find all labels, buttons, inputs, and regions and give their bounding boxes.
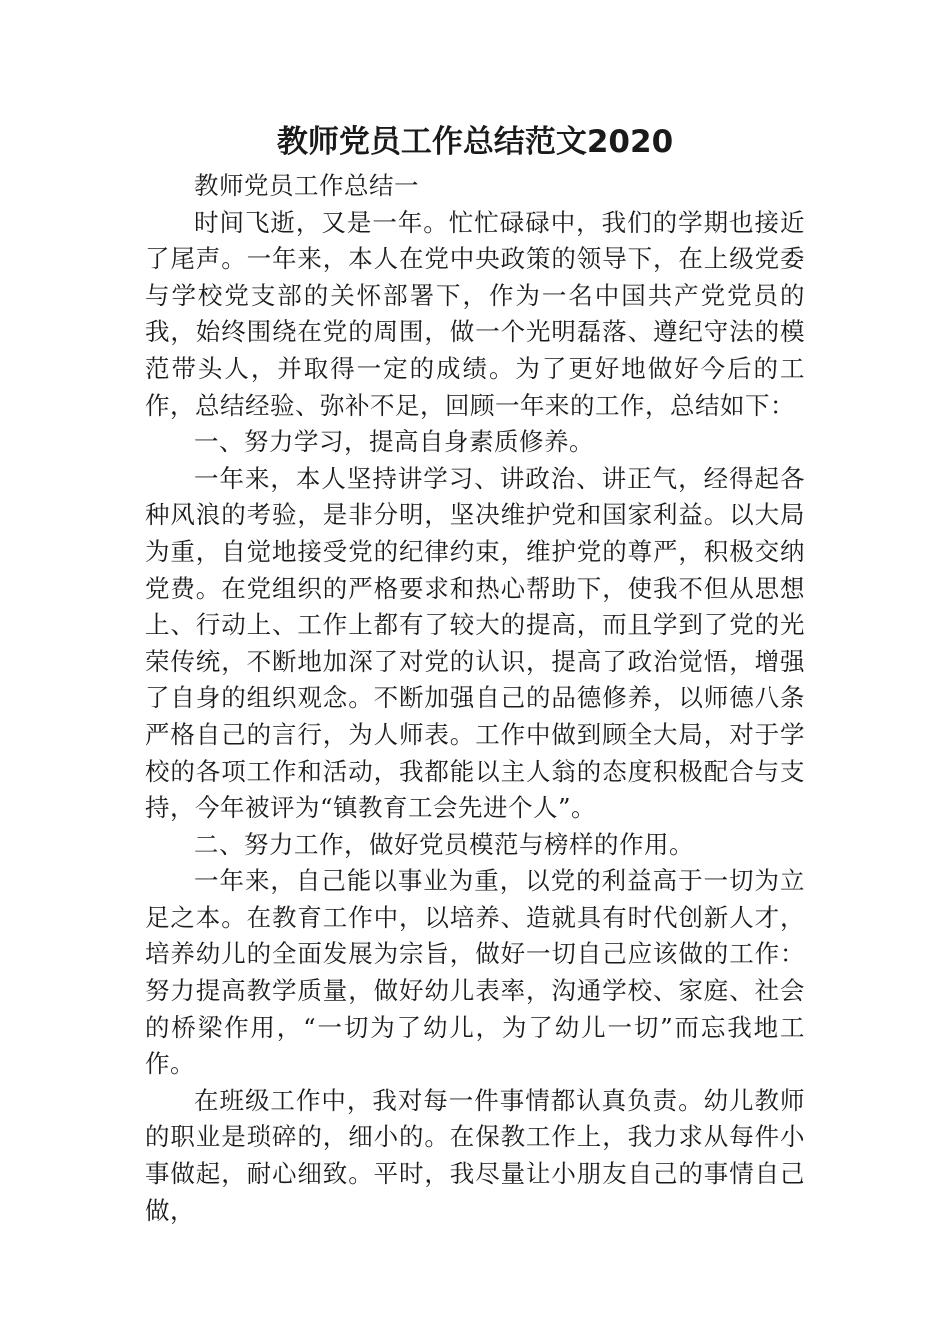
document-page	[145, 118, 805, 1229]
paragraph-work: 一年来，自己能以事业为重，以党的利益高于一切为立足之本。在教育工作中，以培养、造就具有时代创新人才，培养幼儿的全面发展为宗旨，做好一切自己应该做的工作：努力提高教学质量，做好幼儿表率，沟通学校、家庭、社会的桥梁作用，“一切为了幼儿，为了幼儿一切”而忘我地工作。	[145, 866, 805, 1079]
paragraph-class-work: 在班级工作中，我对每一件事情都认真负责。幼儿教师的职业是琐碎的，细小的。在保教工作上，我力求从每件小事做起，耐心细致。平时，我尽量让小朋友自己的事情自己做，	[145, 1085, 805, 1225]
document-title: 教师党员工作总结范文2020	[276, 124, 674, 160]
section-heading-study: 一、努力学习，提高自身素质修养。	[194, 427, 594, 457]
section-heading-summary-one: 教师党员工作总结一	[194, 171, 419, 200]
section-heading-work: 二、努力工作，做好党员模范与榜样的作用。	[194, 829, 694, 859]
paragraph-study: 一年来，本人坚持讲学习、讲政治、讲正气，经得起各种风浪的考验，是非分明，坚决维护党和国家利益。以大局为重，自觉地接受党的纪律约束，维护党的尊严，积极交纳党费。在党组织的严格要求和热心帮助下，使我不但从思想上、行动上、工作上都有了较大的提高，而且学到了党的光荣传统，不断地加深了对党的认识，提高了政治觉悟，增强了自身的组织观念。不断加强自己的品德修养，以师德八条严格自己的言行，为人师表。工作中做到顾全大局，对于学校的各项工作和活动，我都能以主人翁的态度积极配合与支持，今年被评为“镇教育工会先进个人”。	[145, 463, 805, 823]
paragraph-intro: 时间飞逝，又是一年。忙忙碌碌中，我们的学期也接近了尾声。一年来，本人在党中央政策的领导下，在上级党委与学校党支部的关怀部署下，作为一名中国共产党党员的我，始终围绕在党的周围，做一个光明磊落、遵纪守法的模范带头人，并取得一定的成绩。为了更好地做好今后的工作，总结经验、弥补不足，回顾一年来的工作，总结如下：	[145, 207, 805, 420]
